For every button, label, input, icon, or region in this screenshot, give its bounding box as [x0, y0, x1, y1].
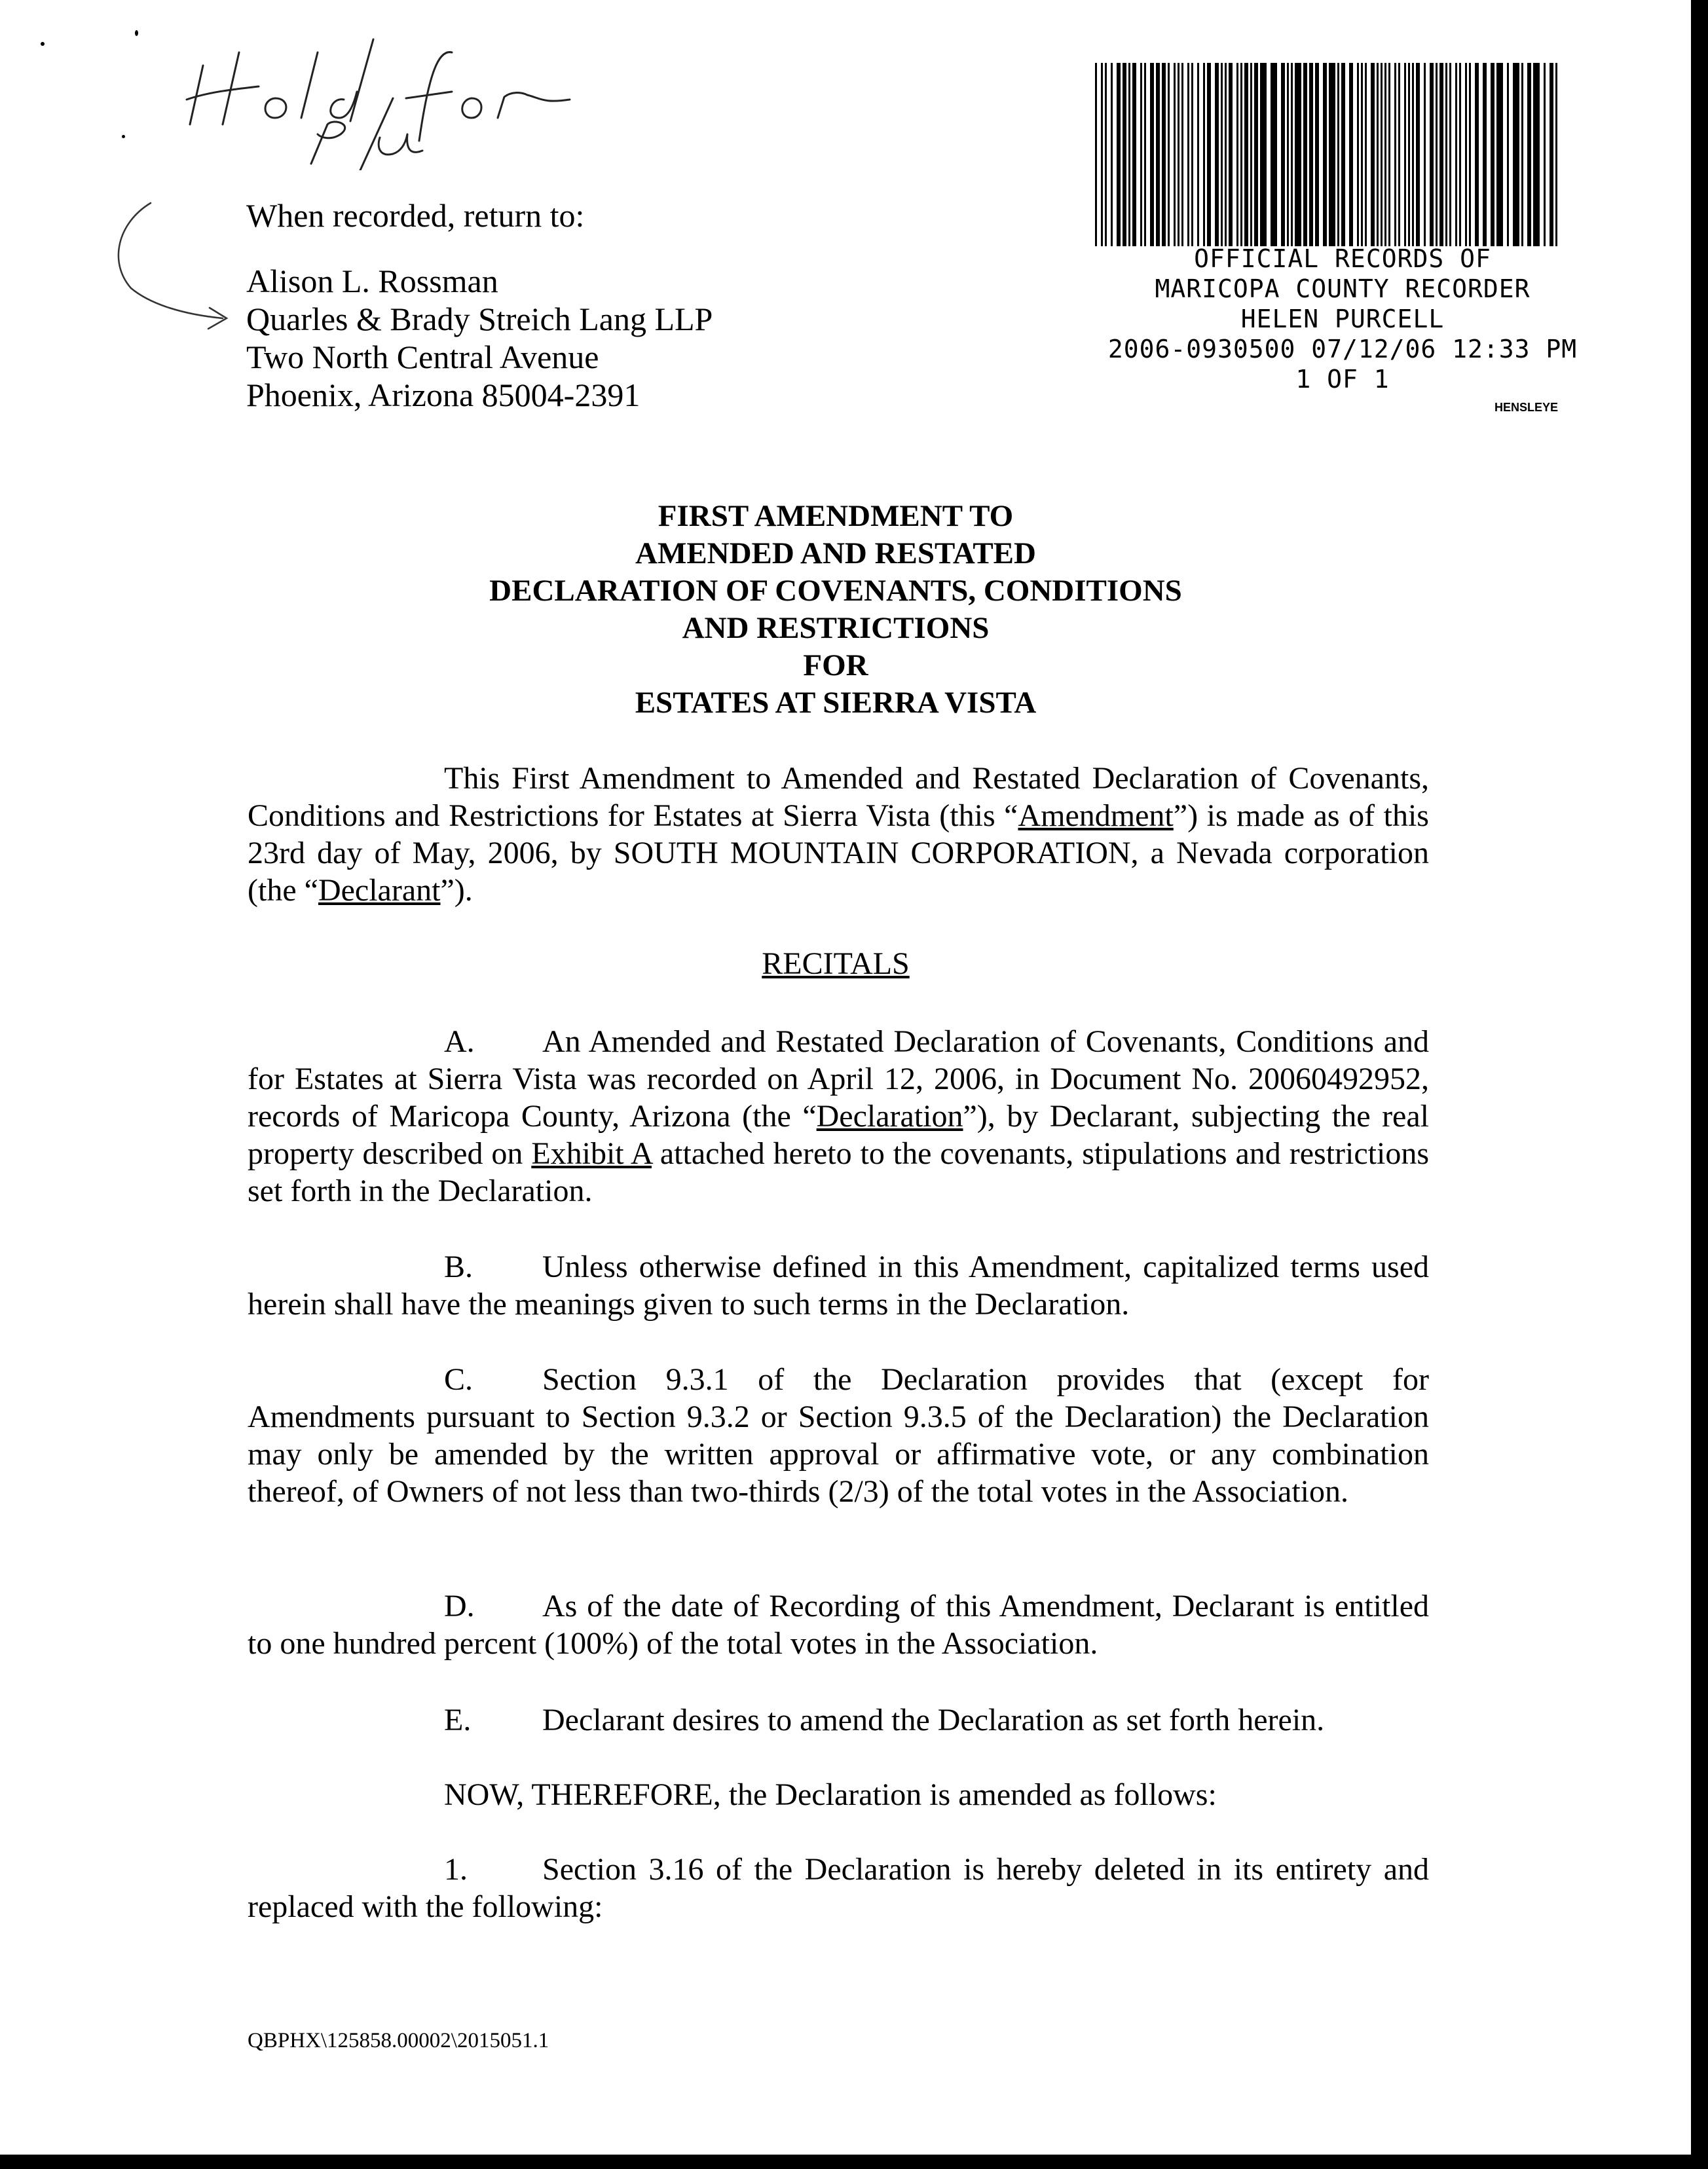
barcode-bar [1174, 63, 1176, 246]
title-line-5: FOR [803, 648, 868, 682]
defined-term-declaration: Declaration [816, 1099, 963, 1134]
barcode-bar [1156, 63, 1160, 246]
barcode-bar [1095, 63, 1097, 246]
barcode-bar [1544, 63, 1546, 246]
title-line-1: FIRST AMENDMENT TO [658, 499, 1014, 533]
barcode-bar [1439, 63, 1443, 246]
barcode-bar [1203, 63, 1205, 246]
barcode-bar [1150, 63, 1154, 246]
scan-edge-right [1691, 0, 1708, 2169]
barcode-bar [1111, 63, 1113, 246]
title-line-4: AND RESTRICTIONS [682, 611, 990, 645]
barcode-bar [1215, 63, 1219, 246]
barcode-bar [1144, 63, 1146, 246]
intro-text-1: This First Amendment to Amended and Restated Declaration of Covenants, Conditions and Restrictions for Estates at Sierra Vista (this “ [248, 761, 1429, 833]
barcode-bar [1197, 63, 1199, 246]
barcode-bar [1178, 63, 1179, 246]
title-line-3: DECLARATION OF COVENANTS, CONDITIONS [489, 574, 1182, 608]
barcode-bar [1550, 63, 1553, 246]
barcode-bar [1361, 63, 1363, 246]
intro-text-2: ”) is made as of this 23rd day of May, 2006, by SOUTH MOUNTAIN CORPORATION, a Nevada corporation (the “ [248, 798, 1429, 908]
document-code: QBPHX\125858.00002\2015051.1 [248, 2029, 549, 2052]
recital-d-marker: D. [444, 1589, 475, 1623]
handwritten-note [177, 26, 648, 170]
barcode-bar [1475, 63, 1479, 246]
barcode-bar [1309, 63, 1313, 246]
barcode-bar [1254, 63, 1258, 246]
recital-e [248, 1701, 1429, 1739]
return-address-block [246, 196, 713, 414]
recital-b [248, 1248, 1429, 1323]
barcode-bar [1250, 63, 1252, 246]
recital-c [248, 1361, 1429, 1510]
recorder-line-1: OFFICIAL RECORDS OF [1194, 244, 1491, 273]
recital-a-marker: A. [444, 1024, 475, 1059]
recital-a-text-3: attached hereto to the covenants, stipulations and restrictions set forth in the Declaration. [248, 1136, 1429, 1208]
barcode-bar [1555, 63, 1557, 246]
barcode-bar [1445, 63, 1447, 246]
return-street: Two North Central Avenue [246, 339, 599, 375]
barcode-bar [1357, 63, 1359, 246]
barcode-bar [1412, 63, 1414, 246]
barcode-bar [1162, 63, 1166, 246]
barcode-bar [1323, 63, 1327, 246]
barcode-bar [1281, 63, 1285, 246]
title-line-2: AMENDED AND RESTATED [635, 536, 1036, 570]
scan-speck [135, 30, 138, 36]
barcode-bar [1449, 63, 1451, 246]
barcode-bar [1388, 63, 1390, 246]
barcode-bar [1404, 63, 1406, 246]
recital-a-text-2: ”), by Declarant, subjecting the real property described on [248, 1099, 1429, 1171]
barcode-bar [1225, 63, 1227, 246]
barcode-bar [1140, 63, 1142, 246]
recital-c-marker: C. [444, 1362, 473, 1397]
recitals-heading: RECITALS [762, 946, 910, 981]
scan-speck [122, 135, 125, 138]
barcode-bar [1459, 63, 1461, 246]
barcode-bar [1341, 63, 1345, 246]
recorder-line-2: MARICOPA COUNTY RECORDER [1155, 274, 1531, 303]
recital-d [248, 1587, 1429, 1662]
barcode-bar [1424, 63, 1426, 246]
return-city: Phoenix, Arizona 85004-2391 [246, 377, 640, 413]
barcode-bar [1436, 63, 1438, 246]
barcode-bar [1455, 63, 1457, 246]
handwritten-arrow [111, 183, 255, 334]
recording-barcode [1092, 63, 1564, 246]
recital-b-text: Unless otherwise defined in this Amendment, capitalized terms used herein shall have the meanings given to such terms in the Declaration. [248, 1250, 1429, 1322]
barcode-bar [1105, 63, 1107, 246]
document-title [246, 498, 1425, 722]
return-heading: When recorded, return to: [246, 197, 585, 234]
title-line-6: ESTATES AT SIERRA VISTA [635, 686, 1037, 720]
barcode-bar [1527, 63, 1531, 246]
recital-a [248, 1023, 1429, 1210]
barcode-bar [1371, 63, 1375, 246]
recital-a-text-1: An Amended and Restated Declaration of Covenants, Conditions and for Estates at Sierra Vista was recorded on April 12, 2006, in Document No. 20060492952, records of Maricopa County, Arizona (the “ [248, 1024, 1429, 1134]
barcode-bar [1303, 63, 1307, 246]
amendment-item-1 [248, 1851, 1429, 1925]
barcode-bar [1181, 63, 1183, 246]
barcode-bar [1168, 63, 1170, 246]
barcode-bar [1229, 63, 1233, 246]
barcode-bar [1128, 63, 1130, 246]
barcode-bar [1430, 63, 1434, 246]
barcode-bar [1207, 63, 1211, 246]
barcode-bar [1101, 63, 1103, 246]
barcode-bar [1123, 63, 1126, 246]
intro-text-3: ”). [440, 873, 473, 908]
barcode-bar [1236, 63, 1238, 246]
barcode-bar [1408, 63, 1410, 246]
barcode-bar [1521, 63, 1523, 246]
defined-term-amendment: Amendment [1018, 798, 1174, 833]
scan-speck [41, 42, 45, 46]
barcode-bar [1465, 63, 1467, 246]
barcode-bar [1260, 63, 1267, 246]
barcode-bar [1244, 63, 1248, 246]
barcode-bar [1496, 63, 1503, 246]
exhibit-a-reference: Exhibit A [531, 1136, 652, 1171]
scan-edge-bottom [0, 2155, 1708, 2169]
recorder-line-5: 1 OF 1 [1295, 365, 1390, 394]
recital-d-text: As of the date of Recording of this Amendment, Declarant is entitled to one hundred percent (100%) of the total votes in the Association. [248, 1589, 1429, 1661]
barcode-bar [1469, 63, 1471, 246]
item-1-text: Section 3.16 of the Declaration is hereby deleted in its entirety and replaced with the following: [248, 1852, 1429, 1924]
barcode-bar [1349, 63, 1353, 246]
barcode-bar [1394, 63, 1396, 246]
barcode-bar [1295, 63, 1301, 246]
barcode-bar [1377, 63, 1379, 246]
recital-c-text: Section 9.3.1 of the Declaration provides that (except for Amendments pursuant to Section 9.3.2 or Section 9.3.5 of the Declaration) the Declaration may only be amended by the written approval or affirmative vote, or any combination thereof, of Owners of not less than two-thirds (2/3) of the total votes in the Association. [248, 1362, 1429, 1509]
recorder-stamp [1100, 244, 1585, 394]
recorder-initials: HENSLEYE [1494, 401, 1559, 414]
barcode-bar [1291, 63, 1293, 246]
recital-e-text: Declarant desires to amend the Declaration as set forth herein. [542, 1703, 1325, 1737]
return-firm: Quarles & Brady Streich Lang LLP [246, 301, 713, 337]
defined-term-declarant: Declarant [318, 873, 441, 908]
now-therefore-clause [248, 1776, 1429, 1813]
barcode-bar [1315, 63, 1319, 246]
barcode-bar [1221, 63, 1223, 246]
barcode-bar [1337, 63, 1339, 246]
barcode-bar [1533, 63, 1540, 246]
barcode-bar [1271, 63, 1277, 246]
barcode-bar [1491, 63, 1494, 246]
recital-b-marker: B. [444, 1250, 473, 1284]
barcode-bar [1398, 63, 1400, 246]
barcode-bar [1507, 63, 1509, 246]
barcode-bar [1187, 63, 1189, 246]
barcode-bar [1287, 63, 1289, 246]
intro-paragraph [248, 760, 1429, 909]
barcode-bar [1416, 63, 1420, 246]
item-1-marker: 1. [444, 1852, 468, 1887]
barcode-bar [1329, 63, 1335, 246]
barcode-bar [1240, 63, 1242, 246]
recital-e-marker: E. [444, 1703, 472, 1737]
now-therefore-text: NOW, THEREFORE, the Declaration is amended as follows: [444, 1777, 1217, 1812]
barcode-bar [1365, 63, 1367, 246]
recorder-line-4: 2006-0930500 07/12/06 12:33 PM [1107, 335, 1578, 363]
barcode-bar [1384, 63, 1386, 246]
recorder-line-3: HELEN PURCELL [1240, 305, 1445, 333]
barcode-bar [1513, 63, 1519, 246]
barcode-bar [1132, 63, 1136, 246]
barcode-bar [1483, 63, 1487, 246]
return-name: Alison L. Rossman [246, 263, 498, 299]
barcode-bar [1191, 63, 1193, 246]
barcode-bar [1381, 63, 1383, 246]
barcode-bar [1117, 63, 1121, 246]
